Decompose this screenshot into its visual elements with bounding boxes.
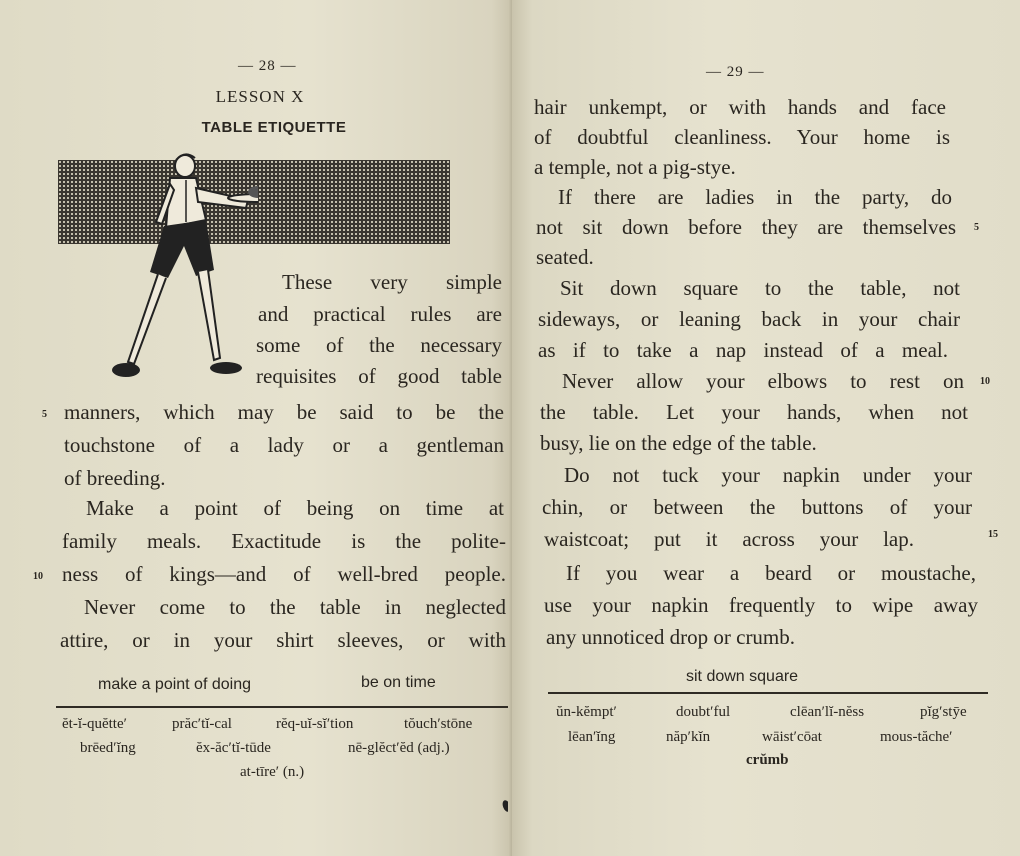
line-number: 5 [42,409,47,420]
text-line: use your napkin frequently to wipe away [544,593,978,617]
text-line: hair unkempt, or with hands and face [534,95,946,119]
text-line: some of the necessary [256,333,502,357]
text-line: If there are ladies in the party, do [558,185,952,209]
text-line: These very simple [282,270,502,294]
text-line: attire, or in your shirt sleeves, or with [60,628,506,652]
vocab-word: rĕq-uĭ-sĭ′tion [276,716,354,732]
text-line: seated. [536,245,594,269]
phrase: be on time [361,674,436,691]
page-title: TABLE ETIQUETTE [201,119,347,136]
text-line: not sit down before they are themselves [536,215,956,239]
text-line: If you wear a beard or moustache, [566,561,976,585]
vocab-word: lēan′ĭng [568,729,616,745]
text-line: as if to take a nap instead of a meal. [538,338,948,362]
line-number: 5 [974,222,979,233]
text-line: family meals. Exactitude is the polite- [62,529,506,553]
page-number: — 29 — [706,64,765,80]
vocab-word: tŏuch′stōne [404,716,473,732]
vocab-word: ĕt-ĭ-quĕtte′ [62,716,127,732]
vocab-word: năp′kĭn [666,729,711,745]
vocab-word: mous-tăche′ [880,729,953,745]
text-line: a temple, not a pig-stye. [534,155,736,179]
vocab-word: doubt′ful [676,704,731,720]
text-line: Sit down square to the table, not [560,276,960,300]
text-line: ness of kings—and of well-bred people. [62,562,506,586]
line-number: 15 [988,529,998,540]
text-line: Make a point of being on time at [86,496,504,520]
waiter-illustration [58,150,258,390]
divider-rule [548,692,988,694]
text-line: manners, which may be said to be the [64,400,504,424]
line-number: 10 [33,571,43,582]
phrase: sit down square [686,668,799,685]
vocab-word: wāist′cōat [762,729,822,745]
text-line: Never come to the table in neglected [84,595,506,619]
text-line: of breeding. [64,466,166,490]
text-line: any unnoticed drop or crumb. [546,625,796,649]
text-line: waistcoat; put it across your lap. [544,527,914,551]
lesson-heading: LESSON X [215,87,305,106]
text-line: chin, or between the buttons of your [542,495,972,519]
vocab-word: brēed′ĭng [80,740,136,756]
text-line: Do not tuck your napkin under your [564,463,972,487]
text-line: requisites of good table [256,364,502,388]
vocab-word: nē-glĕct′ĕd (adj.) [348,740,450,756]
text-line: the table. Let your hands, when not [540,400,968,424]
page-number: — 28 — [238,58,297,74]
text-line: Never allow your elbows to rest on [562,369,964,393]
text-line: touchstone of a lady or a gentleman [64,433,504,457]
text-line: sideways, or leaning back in your chair [538,307,960,331]
vocab-word: at-tīre′ (n.) [240,764,305,780]
vocab-word: pĭg′stȳe [920,704,967,720]
vocab-word: crŭmb [746,752,789,768]
line-number: 10 [980,376,990,387]
text-line: busy, lie on the edge of the table. [540,431,817,455]
vocab-word: prăc′tĭ-cal [172,716,232,732]
vocab-word: ŭn-kĕmpt′ [556,704,617,720]
divider-rule [56,706,512,708]
text-line: of doubtful cleanliness. Your home is [534,125,950,149]
vocab-word: clēan′lĭ-nĕss [790,704,865,720]
right-page [512,0,1020,856]
vocab-word: ĕx-ăc′tĭ-tūde [196,740,271,756]
text-line: and practical rules are [258,302,502,326]
phrase: make a point of doing [98,676,251,693]
